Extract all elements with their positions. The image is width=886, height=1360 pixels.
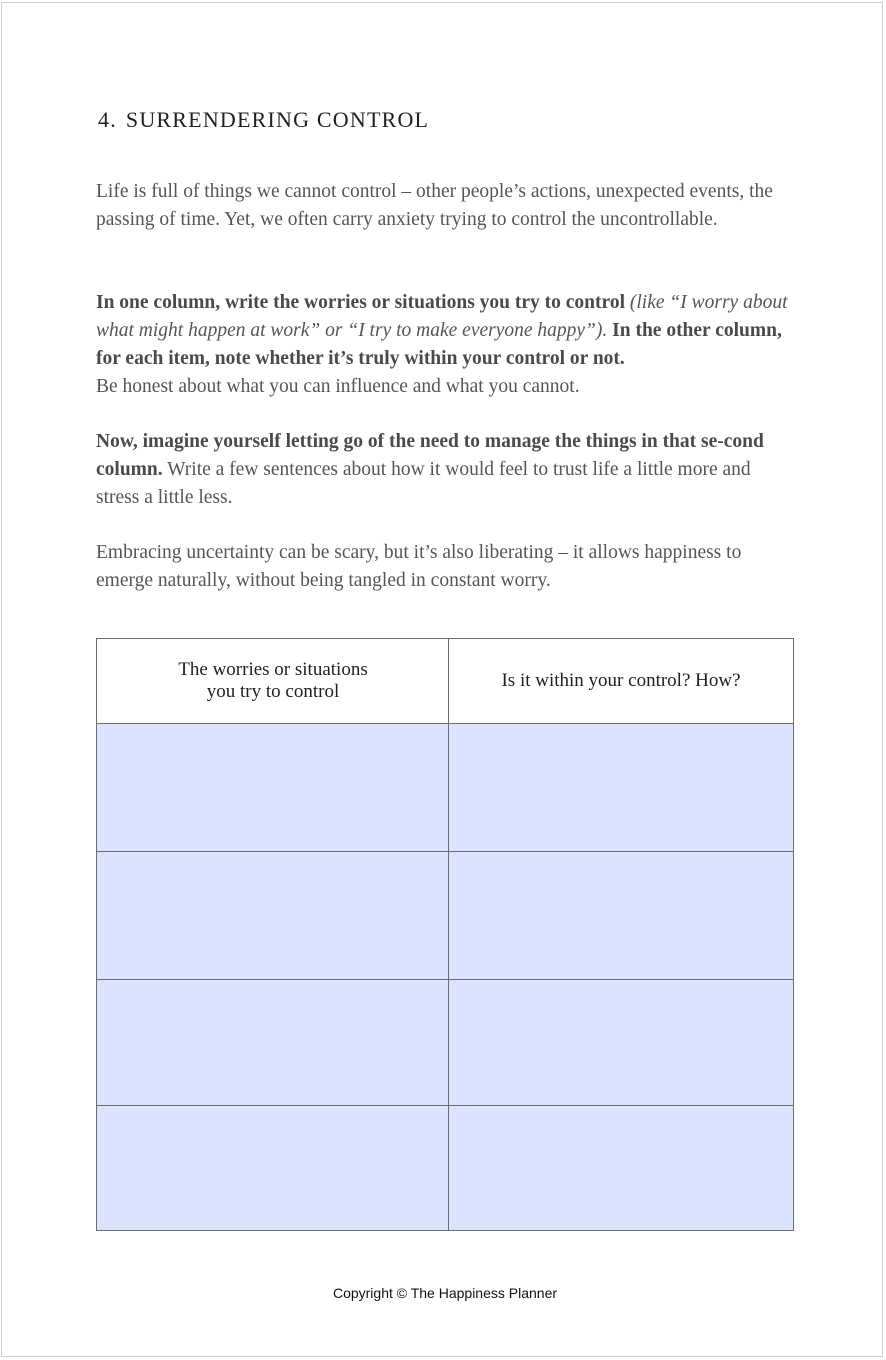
table-header-control [449,639,793,723]
column-divider [448,639,449,1230]
table-cell-control-1[interactable] [449,723,793,851]
table-cell-control-4[interactable] [449,1105,793,1230]
imagine-plain: Write a few sentences about how it would feel to trust life a little more and stress a little less. [96,459,751,508]
table-header-control-label: Is it within your control? How? [501,670,741,691]
table-header-worries [97,639,449,723]
page [1,2,883,1357]
table-cell-control-2[interactable] [449,851,793,979]
worksheet-table [96,638,794,1231]
copyright-footer: Copyright © The Happiness Planner [332,1285,558,1301]
table-cell-worry-1[interactable] [97,723,448,851]
imagine-paragraph [96,428,796,512]
instruction-plain: Be honest about what you can influence and what you cannot. [96,376,580,397]
instruction-example: (like “I worry about what might happen at work” or “I try to make everyone happy”). [96,292,788,341]
intro-paragraph: Life is full of things we cannot control – other people’s actions, unexpected events, the passing of time. Yet, we often carry anxiety trying to control the uncontrollable. [96,181,773,230]
table-header-worries-label: The worries or situations you try to control [178,659,368,702]
table-cell-worry-4[interactable] [97,1105,448,1230]
section-heading [98,107,429,133]
imagine-bold: Now, imagine yourself letting go of the need to manage the things in that se-cond column. [96,431,764,480]
instruction-paragraph [96,289,796,401]
section-title: SURRENDERING CONTROL [125,107,430,132]
section-number: 4. [98,107,117,132]
table-cell-control-3[interactable] [449,979,793,1105]
table-cell-worry-2[interactable] [97,851,448,979]
table-cell-worry-3[interactable] [97,979,448,1105]
instruction-bold-b: In the other column, for each item, note whether it’s truly within your control or not. [96,320,782,369]
closing-paragraph: Embracing uncertainty can be scary, but it’s also liberating – it allows happiness to emerge naturally, without being tangled in constant worry. [96,542,742,591]
instruction-bold-a: In one column, write the worries or situations you try to control [96,292,625,313]
